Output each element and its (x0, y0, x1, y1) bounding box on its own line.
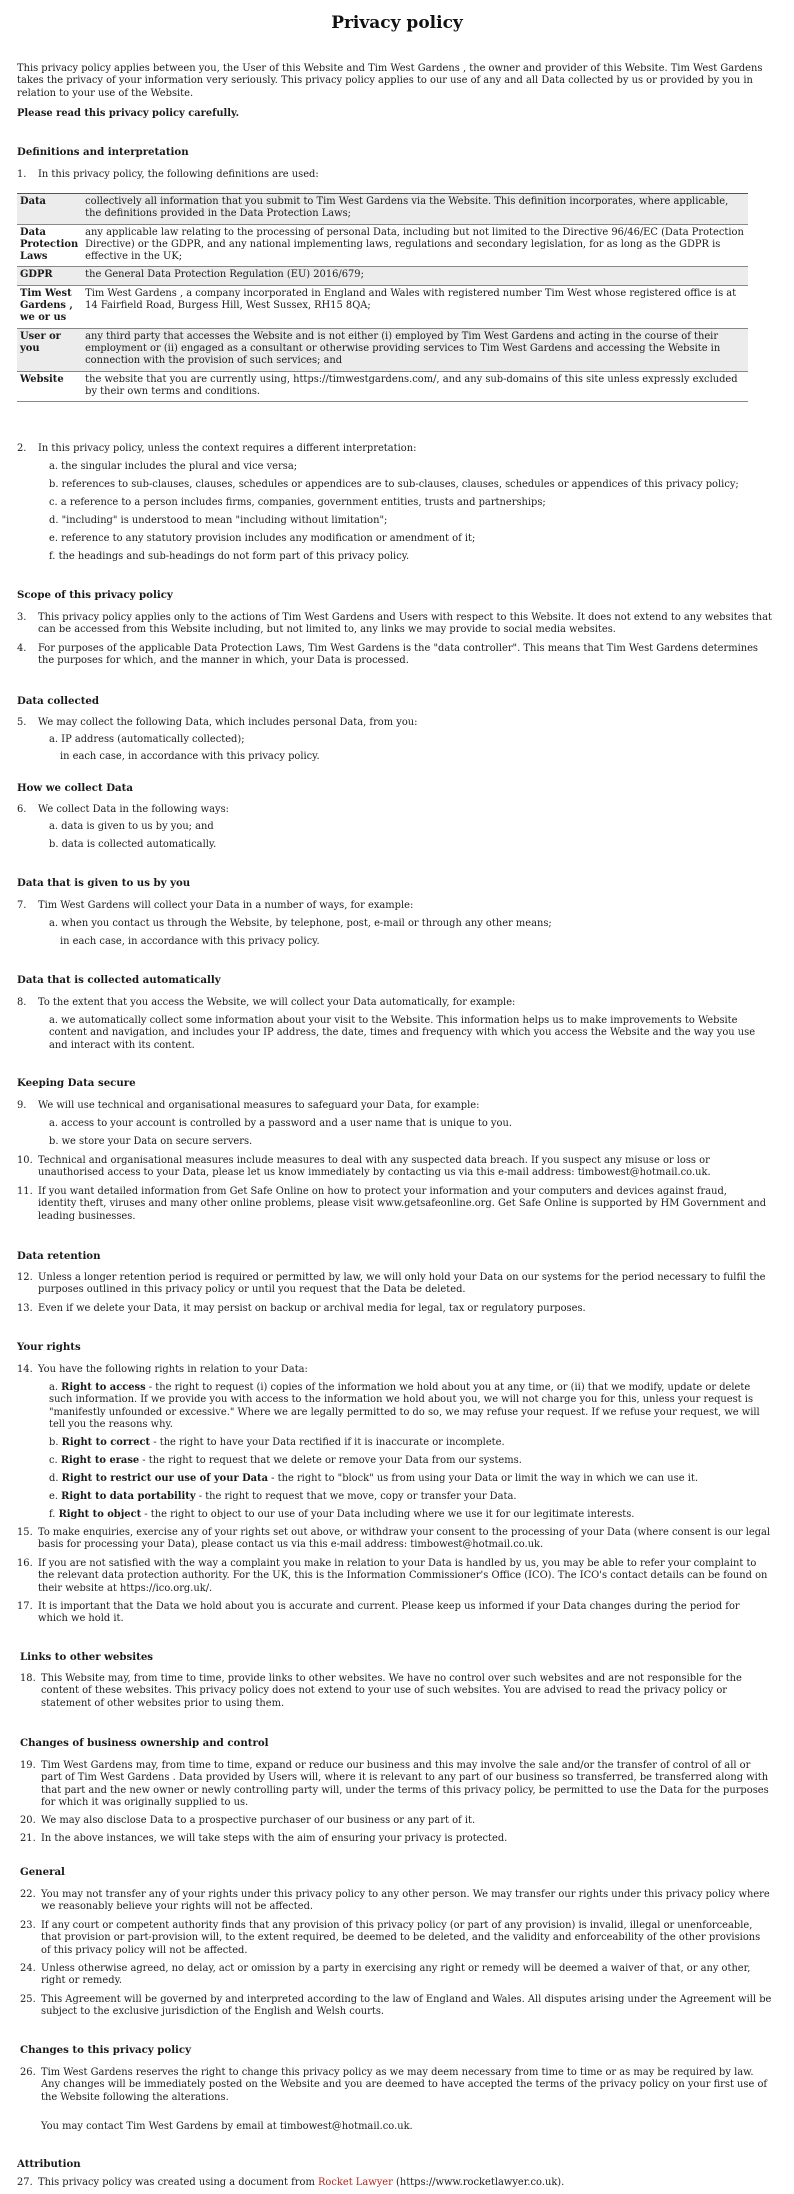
heading-general: General (20, 1866, 65, 1878)
right-item-erase: c. Right to erase - the right to request that we delete or remove your Data from our systems. (49, 1455, 522, 1466)
clause-3-text: This privacy policy applies only to the actions of Tim West Gardens and Users with respect to this Website. It does not extend to any websites that can be accessed from this Website including, but not limited to, any links we may provide to social media websites. (38, 612, 772, 636)
definitions-table (17, 193, 748, 402)
definition-term: User or you (17, 328, 82, 371)
clause-number: 26. (20, 2067, 36, 2078)
heading-data-automatic: Data that is collected automatically (17, 974, 221, 986)
clause-21-text: In the above instances, we will take steps with the aim of ensuring your privacy is protected. (41, 1833, 508, 1844)
clause-number: 11. (17, 1186, 33, 1197)
clause-number: 1. (17, 169, 27, 180)
heading-attribution: Attribution (17, 2158, 81, 2170)
clause-number: 2. (17, 443, 27, 454)
clause-17-text: It is important that the Data we hold about you is accurate and current. Please keep us informed if your Data changes during the period for which we hold it. (38, 1601, 740, 1625)
clause-number: 25. (20, 1994, 36, 2005)
heading-how-collect: How we collect Data (17, 782, 133, 794)
clause-number: 5. (17, 717, 27, 728)
clause-number: 8. (17, 997, 27, 1008)
clause-7-text: Tim West Gardens will collect your Data in a number of ways, for example: (38, 900, 414, 911)
list-item: a. when you contact us through the Website, by telephone, post, e-mail or through any other means; (49, 918, 552, 929)
definition-text: collectively all information that you submit to Tim West Gardens via the Website. This definition incorporates, where applicable, the definitions provided in the Data Protection Laws; (82, 194, 748, 225)
clause-number: 27. (17, 2177, 33, 2188)
heading-your-rights: Your rights (17, 1341, 81, 1353)
definition-term: Data (17, 194, 82, 225)
clause-number: 4. (17, 643, 27, 654)
definition-text: any third party that accesses the Website and is not either (i) employed by Tim West Gardens and acting in the course of their employment or (ii) engaged as a consultant or otherwise providing services to Tim West Gardens and accessing the Website in connection with the provision of such services; and (82, 328, 748, 371)
clause-24-text: Unless otherwise agreed, no delay, act or omission by a party in exercising any right or remedy will be deemed a waiver of that, or any other, right or remedy. (41, 1963, 751, 1987)
right-item-correct: b. Right to correct - the right to have your Data rectified if it is inaccurate or incomplete. (49, 1437, 505, 1448)
clause-14-text: You have the following rights in relation to your Data: (38, 1364, 308, 1375)
heading-data-retention: Data retention (17, 1250, 101, 1262)
definition-text: Tim West Gardens , a company incorporated in England and Wales with registered number Tim West whose registered office is at 14 Fairfield Road, Burgess Hill, West Sussex, RH15 8QA; (82, 285, 748, 328)
right-item-restrict: d. Right to restrict our use of your Data - the right to "block" us from using your Data or limit the way in which we can use it. (49, 1473, 698, 1484)
clause-number: 7. (17, 900, 27, 911)
definition-row (17, 328, 748, 371)
clause-19-text: Tim West Gardens may, from time to time, expand or reduce our business and this may involve the sale and/or the transfer of control of all or part of Tim West Gardens . Data provided by Users will, where it is relevant to any part of our business so transferred, be transferred along with that part and the new owner or newly controlling party will, under the terms of this privacy policy, be permitted to use the Data for the purposes for which it was originally supplied to us. (41, 1760, 769, 1808)
clause-16-text: If you are not satisfied with the way a complaint you make in relation to your Data is handled by us, you may be able to refer your complaint to the relevant data protection authority. For the UK, this is the Information Commissioner's Office (ICO). The ICO's contact details can be found on their website at https://ico.org.uk/. (38, 1558, 768, 1594)
definition-row (17, 224, 748, 267)
clause-number: 15. (17, 1527, 33, 1538)
clause-number: 21. (20, 1833, 36, 1844)
clause-9-text: We will use technical and organisational measures to safeguard your Data, for example: (38, 1100, 480, 1111)
clause-10-text: Technical and organisational measures include measures to deal with any suspected data breach. If you suspect any misuse or loss or unauthorised access to your Data, please let us know immediately by contacting us via this e-mail address: timbowest@hotmail.co.uk. (38, 1155, 711, 1179)
clause-20-text: We may also disclose Data to a prospective purchaser of our business or any part of it. (41, 1815, 476, 1826)
clause-number: 12. (17, 1272, 33, 1283)
clause-26-text: Tim West Gardens reserves the right to change this privacy policy as we may deem necessary from time to time or as may be required by law. Any changes will be immediately posted on the Website and you are deemed to have accepted the terms of the privacy policy on your first use of the Website following the alterations. (41, 2067, 768, 2103)
clause-number: 14. (17, 1364, 33, 1375)
heading-data-given: Data that is given to us by you (17, 877, 191, 889)
heading-definitions: Definitions and interpretation (17, 146, 189, 158)
definition-term: Website (17, 371, 82, 402)
intro-bold-note: Please read this privacy policy carefully. (17, 108, 240, 119)
clause-number: 13. (17, 1303, 33, 1314)
clause-12-text: Unless a longer retention period is required or permitted by law, we will only hold your Data on our systems for the period necessary to fulfil the purposes outlined in this privacy policy or until you request that the Data be deleted. (38, 1272, 766, 1296)
clause-15-text: To make enquiries, exercise any of your rights set out above, or withdraw your consent to the processing of your Data (where consent is our legal basis for processing your Data), please contact us via this e-mail address: timbowest@hotmail.co.uk. (38, 1527, 771, 1551)
definition-row (17, 285, 748, 328)
clause-2-text: In this privacy policy, unless the context requires a different interpretation: (38, 443, 417, 454)
heading-changes: Changes to this privacy policy (20, 2044, 192, 2056)
contact-line: You may contact Tim West Gardens by email at timbowest@hotmail.co.uk. (41, 2121, 413, 2132)
list-item: a. data is given to us by you; and (49, 821, 214, 832)
clause-18-text: This Website may, from time to time, provide links to other websites. We have no control over such websites and are not responsible for the content of these websites. This privacy policy does not extend to your use of such websites. You are advised to read the privacy policy or statement of other websites prior to using them. (41, 1673, 742, 1709)
clause-27-text: This privacy policy was created using a document from Rocket Lawyer (https://www.rocketlawyer.co.uk). (38, 2177, 565, 2188)
list-item: e. reference to any statutory provision includes any modification or amendment of it; (49, 533, 476, 544)
rocket-lawyer-link[interactable]: Rocket Lawyer (317, 2177, 393, 2188)
definition-row (17, 194, 748, 225)
list-item: b. references to sub-clauses, clauses, schedules or appendices are to sub-clauses, clauses, schedules or appendices of this privacy policy; (49, 479, 739, 490)
clause-number: 16. (17, 1558, 33, 1569)
list-note: in each case, in accordance with this privacy policy. (60, 936, 320, 947)
list-item: a. IP address (automatically collected); (49, 734, 245, 745)
definition-text: the General Data Protection Regulation (EU) 2016/679; (82, 267, 748, 285)
list-item: a. the singular includes the plural and vice versa; (49, 461, 298, 472)
definition-row (17, 371, 748, 402)
intro-paragraph: This privacy policy applies between you, the User of this Website and Tim West Gardens , the owner and provider of this Website. Tim West Gardens takes the privacy of your information very seriously. This privacy policy applies to our use of any and all Data collected by us or provided by you in relation to your use of the Website. (17, 63, 763, 99)
clause-number: 18. (20, 1673, 36, 1684)
right-item-portability: e. Right to data portability - the right to request that we move, copy or transfer your Data. (49, 1491, 517, 1502)
definition-term: Data Protection Laws (17, 224, 82, 267)
list-item: b. we store your Data on secure servers. (49, 1136, 253, 1147)
clause-4-text: For purposes of the applicable Data Protection Laws, Tim West Gardens is the "data controller". This means that Tim West Gardens determines the purposes for which, and the manner in which, your Data is processed. (38, 643, 759, 667)
clause-number: 20. (20, 1815, 36, 1826)
clause-number: 22. (20, 1889, 36, 1900)
clause-number: 3. (17, 612, 27, 623)
heading-data-collected: Data collected (17, 695, 100, 707)
clause-6-text: We collect Data in the following ways: (38, 804, 229, 815)
clause-23-text: If any court or competent authority finds that any provision of this privacy policy (or part of any provision) is invalid, illegal or unenforceable, that provision or part-provision will, to the extent required, be deemed to be deleted, and the validity and enforceability of the other provisions of this privacy policy will not be affected. (41, 1920, 761, 1956)
list-item: a. we automatically collect some information about your visit to the Website. This information helps us to make improvements to Website content and navigation, and includes your IP address, the date, times and frequency with which you access the Website and the way you use and interact with its content. (49, 1015, 756, 1051)
page-title: Privacy policy (331, 13, 463, 33)
clause-number: 24. (20, 1963, 36, 1974)
clause-25-text: This Agreement will be governed by and interpreted according to the law of England and Wales. All disputes arising under the Agreement will be subject to the exclusive jurisdiction of the English and Welsh courts. (41, 1994, 772, 2018)
clause-13-text: Even if we delete your Data, it may persist on backup or archival media for legal, tax or regulatory purposes. (38, 1303, 586, 1314)
definition-row (17, 267, 748, 285)
list-item: a. access to your account is controlled by a password and a user name that is unique to you. (49, 1118, 512, 1129)
clause-1-text: In this privacy policy, the following definitions are used: (38, 169, 319, 180)
heading-keeping-secure: Keeping Data secure (17, 1077, 136, 1089)
clause-22-text: You may not transfer any of your rights under this privacy policy to any other person. We may transfer our rights under this privacy policy where we reasonably believe your rights will not be affected. (41, 1889, 770, 1913)
definition-text: any applicable law relating to the processing of personal Data, including but not limited to the Directive 96/46/EC (Data Protection Directive) or the GDPR, and any national implementing laws, regulations and secondary legislation, for as long as the GDPR is effective in the UK; (82, 224, 748, 267)
clause-5-text: We may collect the following Data, which includes personal Data, from you: (38, 717, 418, 728)
clause-number: 6. (17, 804, 27, 815)
list-item: d. "including" is understood to mean "including without limitation"; (49, 515, 388, 526)
clause-8-text: To the extent that you access the Website, we will collect your Data automatically, for example: (38, 997, 516, 1008)
clause-number: 9. (17, 1100, 27, 1111)
list-item: f. the headings and sub-headings do not form part of this privacy policy. (49, 551, 410, 562)
clause-number: 10. (17, 1155, 33, 1166)
heading-links: Links to other websites (20, 1651, 154, 1663)
definition-term: Tim West Gardens , we or us (17, 285, 82, 328)
list-item: c. a reference to a person includes firms, companies, government entities, trusts and partnerships; (49, 497, 546, 508)
clause-11-text: If you want detailed information from Get Safe Online on how to protect your information and your computers and devices against fraud, identity theft, viruses and many other online problems, please visit www.getsafeonline.org. Get Safe Online is supported by HM Government and leading businesses. (38, 1186, 767, 1222)
right-item-access: a. Right to access - the right to request (i) copies of the information we hold about you at any time, or (ii) that we modify, update or delete such information. If we provide you with access to the information we hold about you, we will not charge you for this, unless your request is "manifestly unfounded or excessive." Where we are legally permitted to do so, we may refuse your request. If we refuse your request, we will tell you the reasons why. (49, 1382, 760, 1430)
right-item-object: f. Right to object - the right to object to our use of your Data including where we use it for our legitimate interests. (49, 1509, 635, 1520)
definition-term: GDPR (17, 267, 82, 285)
clause-number: 23. (20, 1920, 36, 1931)
heading-ownership: Changes of business ownership and control (20, 1737, 269, 1749)
list-item: b. data is collected automatically. (49, 839, 217, 850)
list-note: in each case, in accordance with this privacy policy. (60, 751, 320, 762)
definition-text: the website that you are currently using, https://timwestgardens.com/, and any sub-domains of this site unless expressly excluded by their own terms and conditions. (82, 371, 748, 402)
clause-number: 17. (17, 1601, 33, 1612)
heading-scope: Scope of this privacy policy (17, 589, 173, 601)
clause-number: 19. (20, 1760, 36, 1771)
